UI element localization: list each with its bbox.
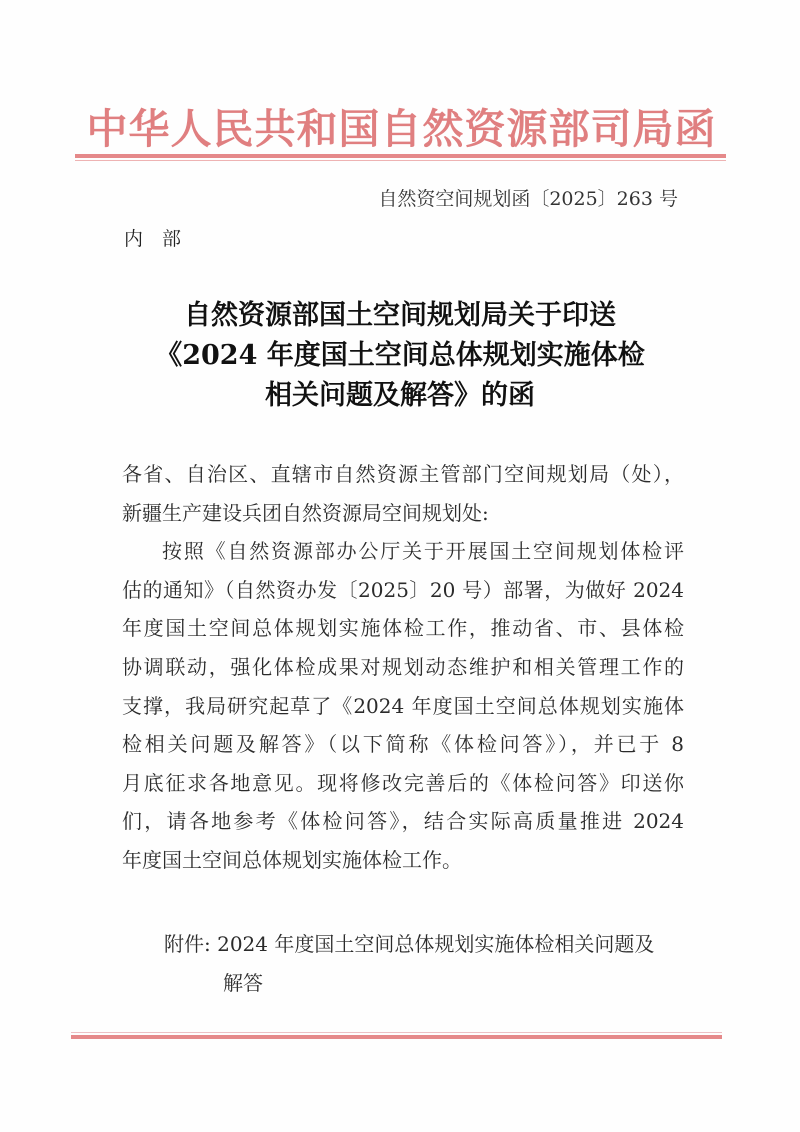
attachment-line: 附件: 2024 年度国土空间总体规划实施体检相关问题及	[164, 932, 655, 956]
body-line: 按照《自然资源部办公厅关于开展国土空间规划体检评	[162, 539, 684, 564]
letterhead-char: 函	[674, 105, 716, 153]
classification-label: 内 部	[124, 228, 182, 250]
attachment-line-continued: 解答	[223, 970, 263, 995]
letterhead-char: 民	[212, 105, 254, 153]
document-number: 自然资空间规划函〔2025〕263 号	[378, 188, 678, 210]
letterhead-char: 华	[128, 105, 170, 153]
letterhead-char: 人	[170, 105, 212, 153]
title-line: 自然资源部国土空间规划局关于印送	[184, 300, 616, 331]
letter-body	[122, 455, 684, 880]
letterhead-char: 和	[296, 105, 338, 153]
letterhead-char: 中	[86, 105, 128, 153]
addressee-line: 各省、自治区、直辖市自然资源主管部门空间规划局（处），	[122, 462, 684, 486]
body-line: 检相关问题及解答》（以下简称《体检问答》），并已于 8	[122, 732, 684, 757]
letterhead-char: 部	[548, 105, 590, 153]
letterhead-title	[86, 101, 716, 157]
body-line: 年度国土空间总体规划实施体检工作。	[122, 847, 462, 872]
letterhead-char: 然	[422, 105, 464, 153]
letterhead-char: 自	[380, 105, 422, 153]
body-line: 月底征求各地意见。现将修改完善后的《体检问答》印送你	[122, 770, 684, 795]
title-line: 相关问题及解答》的函	[265, 380, 535, 411]
letterhead-rule-thin	[75, 160, 726, 161]
footer-rule-thin	[71, 1032, 722, 1033]
body-line: 们，请各地参考《体检问答》，结合实际高质量推进 2024	[122, 809, 684, 834]
body-line: 年度国土空间总体规划实施体检工作，推动省、市、县体检	[122, 616, 684, 641]
body-line: 协调联动，强化体检成果对规划动态维护和相关管理工作的	[122, 654, 684, 679]
letterhead-char: 国	[338, 105, 380, 153]
title-line: 《2024 年度国土空间总体规划实施体检	[155, 340, 645, 371]
letterhead-rule-thick	[75, 154, 726, 158]
addressee-line: 新疆生产建设兵团自然资源局空间规划处:	[122, 500, 489, 525]
body-line: 支撑，我局研究起草了《2024 年度国土空间总体规划实施体	[122, 693, 684, 718]
letterhead-char: 源	[506, 105, 548, 153]
letterhead-char: 司	[590, 105, 632, 153]
footer-rule-thick	[71, 1035, 722, 1039]
letterhead-char: 共	[254, 105, 296, 153]
body-line: 估的通知》（自然资办发〔2025〕20 号）部署，为做好 2024	[122, 577, 684, 602]
letterhead-char: 资	[464, 105, 506, 153]
document-title	[100, 296, 700, 416]
attachment-note	[164, 925, 654, 1002]
letterhead-char: 局	[632, 105, 674, 153]
